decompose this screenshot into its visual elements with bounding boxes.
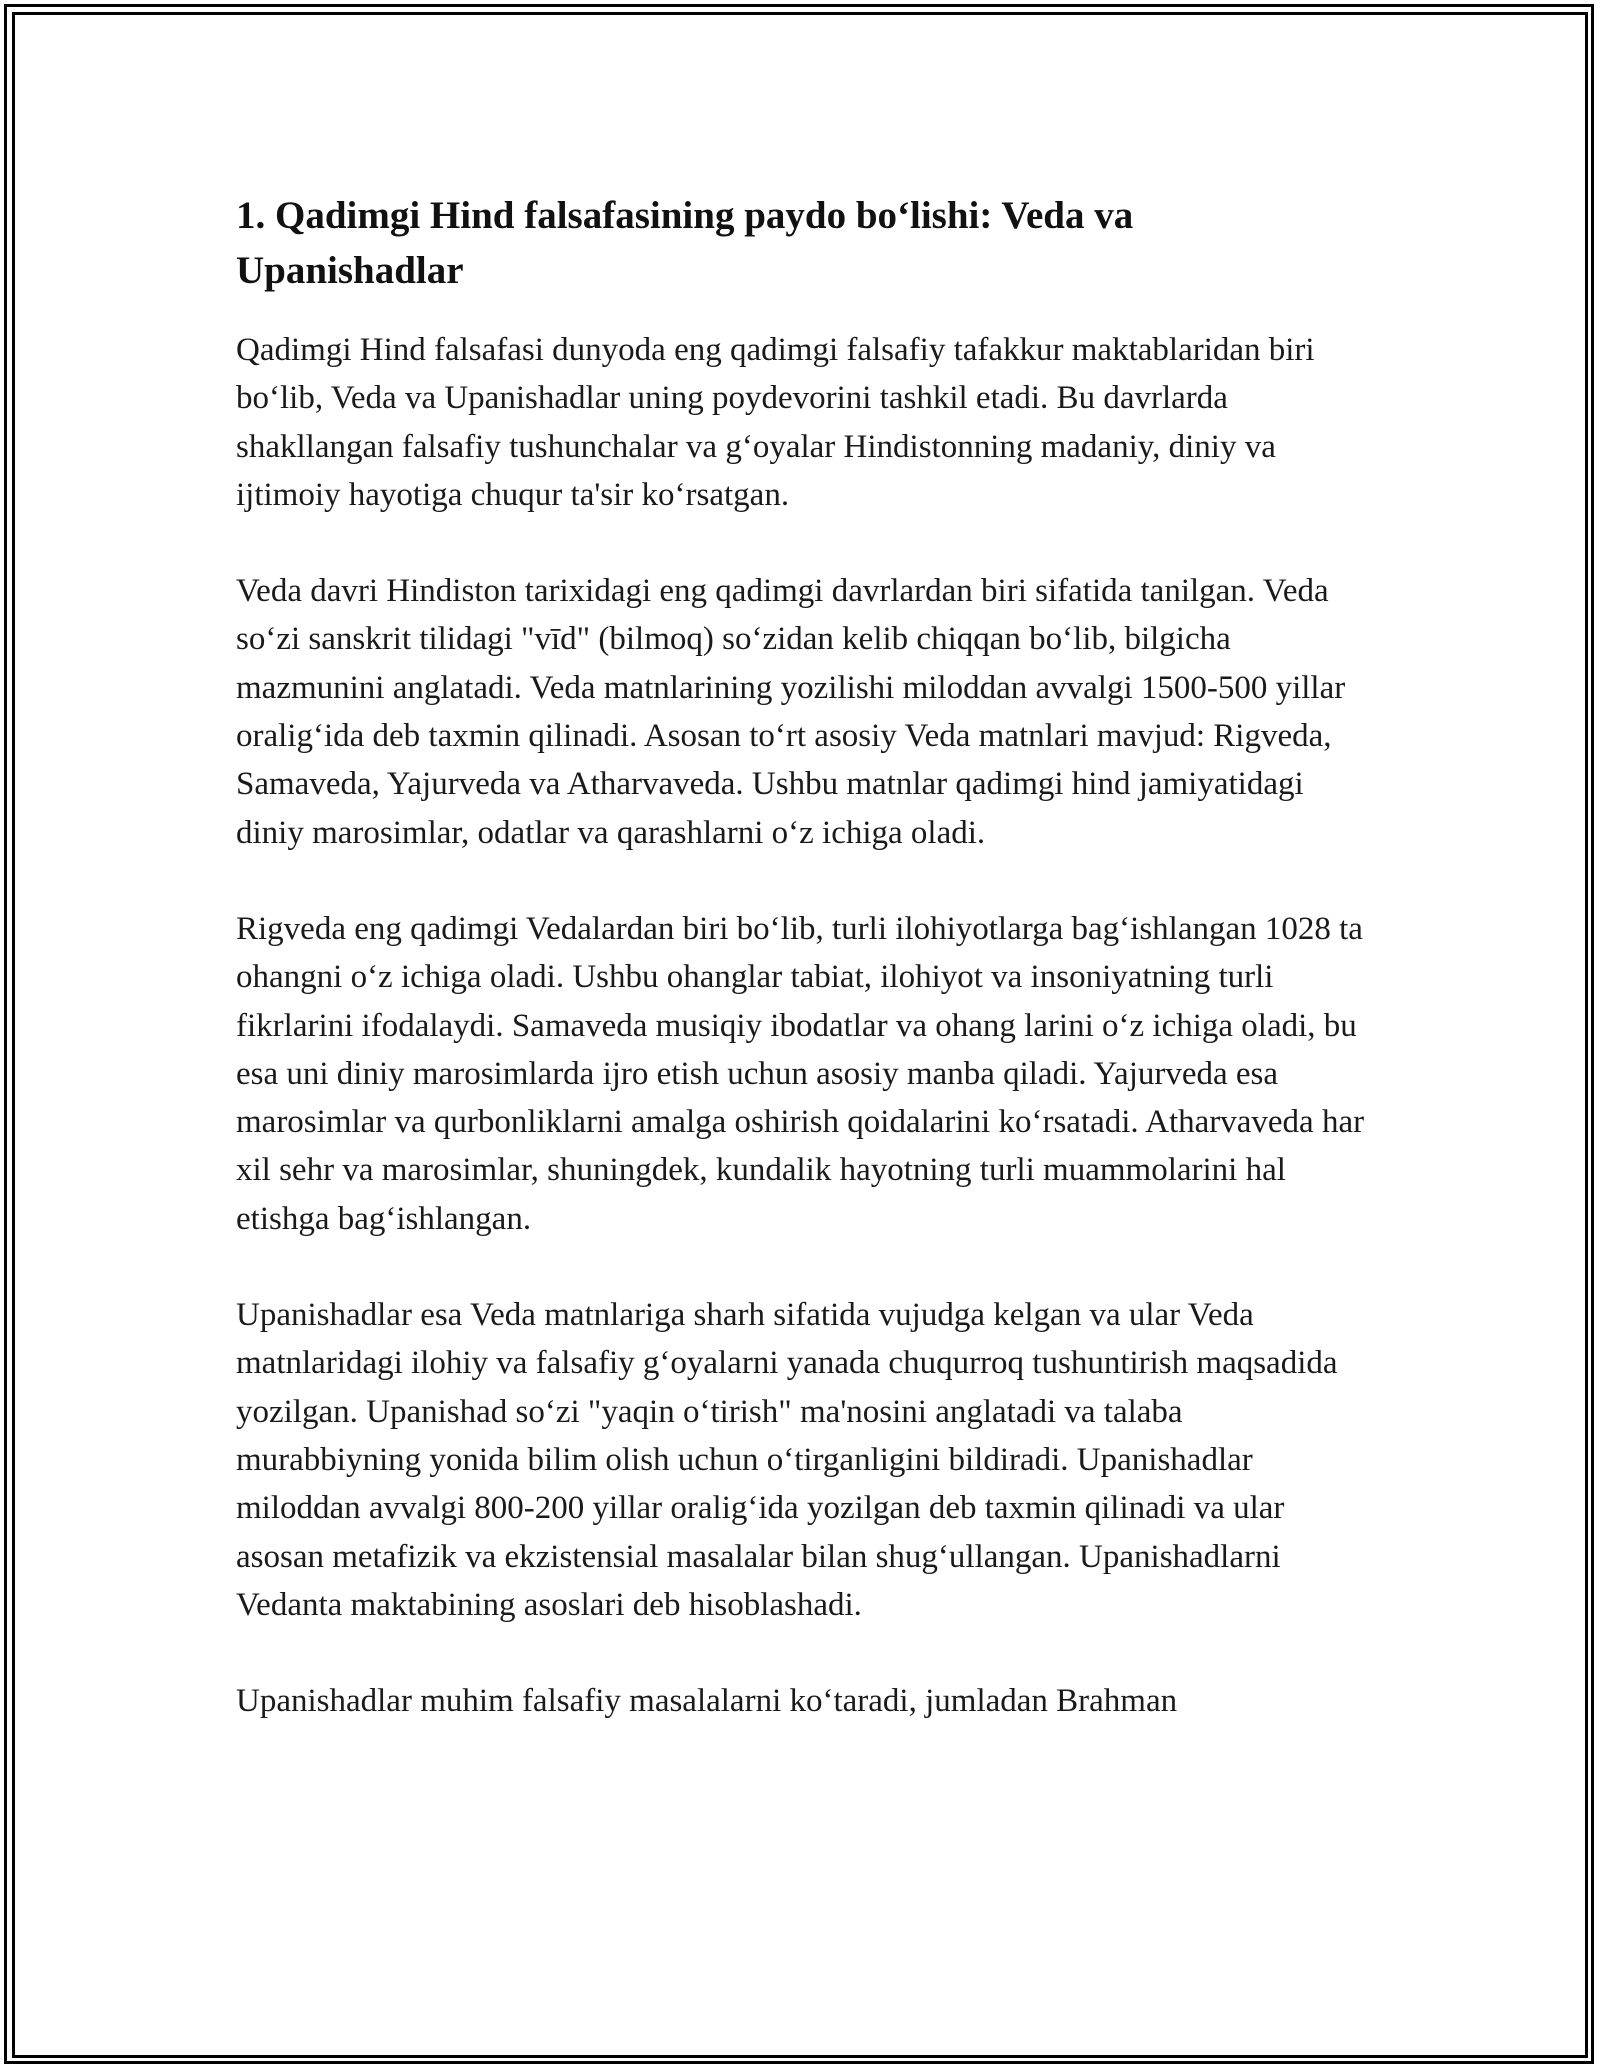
paragraph-intro: Qadimgi Hind falsafasi dunyoda eng qadimgi falsafiy tafakkur maktablaridan biri bo‘lib, Veda va Upanishadlar uning poydevorini tashkil etadi. Bu davrlarda shakllangan falsafiy tushunchalar va g‘oyalar Hindistonning madaniy, diniy va ijtimoiy hayotiga chuqur ta'sir ko‘rsatgan. bbox=[236, 332, 1315, 513]
paragraph-upanishads: Upanishadlar esa Veda matnlariga sharh sifatida vujudga kelgan va ular Veda matnlaridagi ilohiy va falsafiy g‘oyalarni yanada chuqurroq tushuntirish maqsadida yozilgan. Upanishad so‘zi "yaqin o‘tirish" ma'nosini anglatadi va talaba murabbiyning yonida bilim olish uchun o‘tirganligini bildiradi. Upanishadlar miloddan avvalgi 800-200 yillar oralig‘ida yozilgan deb taxmin qilinadi va ular asosan metafizik va ekzistensial masalalar bilan shug‘ullangan. Upanishadlarni Vedanta maktabining asoslari deb hisoblashadi. bbox=[236, 1297, 1338, 1623]
section-heading: 1. Qadimgi Hind falsafasining paydo bo‘lishi: Veda va Upanishadlar bbox=[236, 194, 1134, 292]
document-page bbox=[236, 188, 1366, 1773]
paragraph-upanishads-issues: Upanishadlar muhim falsafiy masalalarni ko‘taradi, jumladan Brahman bbox=[236, 1683, 1178, 1720]
paragraph-rigveda: Rigveda eng qadimgi Vedalardan biri bo‘lib, turli ilohiyotlarga bag‘ishlangan 1028 ta ohangni o‘z ichiga oladi. Ushbu ohanglar tabiat, ilohiyot va insoniyatning turli fikrlarini ifodalaydi. Samaveda musiqiy ibodatlar va ohang larini o‘z ichiga oladi, bu esa uni diniy marosimlarda ijro etish uchun asosiy manba qiladi. Yajurveda esa marosimlar va qurbonliklarni amalga oshirish qoidalarini ko‘rsatadi. Atharvaveda har xil sehr va marosimlar, shuningdek, kundalik hayotning turli muammolarini hal etishga bag‘ishlangan. bbox=[236, 910, 1365, 1237]
paragraph-veda-period: Veda davri Hindiston tarixidagi eng qadimgi davrlardan biri sifatida tanilgan. Veda so‘zi sanskrit tilidagi "vīd" (bilmoq) so‘zidan kelib chiqqan bo‘lib, bilgicha mazmunini anglatadi. Veda matnlarining yozilishi miloddan avvalgi 1500-500 yillar oralig‘ida deb taxmin qilinadi. Asosan to‘rt asosiy Veda matnlari mavjud: Rigveda, Samaveda, Yajurveda va Atharvaveda. Ushbu matnlar qadimgi hind jamiyatidagi diniy marosimlar, odatlar va qarashlarni o‘z ichiga oladi. bbox=[236, 573, 1346, 851]
